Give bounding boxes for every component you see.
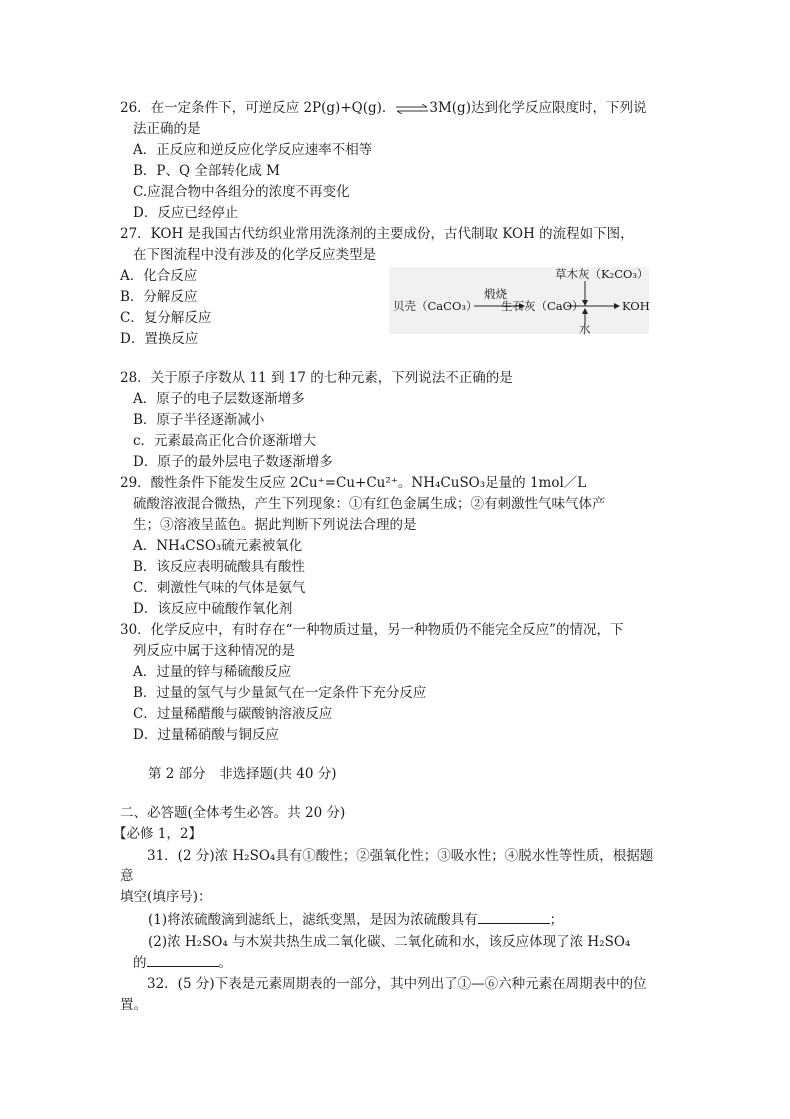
q26-option-d: D．反应已经停止 bbox=[133, 205, 239, 221]
koh-flow-diagram bbox=[389, 267, 649, 334]
q29-option-b: B．该反应表明硫酸具有酸性 bbox=[133, 559, 305, 575]
q29-option-c: C．刺激性气味的气体是氨气 bbox=[133, 580, 306, 596]
q31-item1-text: (1)将浓硫酸滴到滤纸上，滤纸变黑，是因为浓硫酸具有 bbox=[148, 912, 478, 928]
q29-option-d: D．该反应中硫酸作氧化剂 bbox=[133, 601, 293, 617]
module-label: 【必修 1，2】 bbox=[113, 826, 202, 842]
q27-stem-a: 27．KOH 是我国古代纺织业常用洗涤剂的主要成份，古代制取 KOH 的流程如下图， bbox=[120, 226, 634, 242]
q27-option-a: A．化合反应 bbox=[120, 268, 198, 284]
q30-option-d: D．过量稀硝酸与铜反应 bbox=[133, 727, 279, 743]
q27-option-b: B．分解反应 bbox=[120, 289, 198, 305]
answer-blank-1[interactable] bbox=[478, 911, 550, 924]
q32-stem-a: 32．(5 分)下表是元素周期表的一部分，其中列出了①—⑥六种元素在周期表中的位 bbox=[147, 976, 647, 992]
q26-option-a: A．正反应和逆反应化学反应速率不相等 bbox=[133, 142, 373, 158]
q27-stem-b: 在下图流程中没有涉及的化学反应类型是 bbox=[133, 247, 376, 263]
water-label: 水 bbox=[579, 322, 591, 336]
q28-option-b: B．原子半径逐渐减小 bbox=[133, 412, 265, 428]
plant-ash-label: 草木灰（K₂CO₃） bbox=[555, 267, 649, 281]
q27-option-d: D．置换反应 bbox=[120, 331, 199, 347]
section-heading: 二、必答题(全体考生必答。共 20 分) bbox=[120, 805, 346, 821]
q26-option-c: C.应混合物中各组分的浓度不再变化 bbox=[133, 184, 350, 200]
quicklime-label: 生石灰（CaO） bbox=[501, 299, 584, 313]
q27-option-c: C．复分解反应 bbox=[120, 310, 212, 326]
q31-item2-text: 的 bbox=[133, 955, 147, 971]
shell-label: 贝壳（CaCO₃） bbox=[393, 299, 478, 313]
q29-option-a: A．NH₄CSO₃硫元素被氧化 bbox=[133, 538, 303, 554]
q31-stem-a: 31．(2 分)浓 H₂SO₄具有①酸性；②强氧化性；③吸水性；④脱水性等性质，根据题 bbox=[147, 848, 654, 864]
q29-stem-c: 生；③溶液呈蓝色。据此判断下列说法合理的是 bbox=[133, 517, 417, 533]
q32-stem-b: 置。 bbox=[120, 997, 147, 1013]
q26-stem-line1 bbox=[120, 98, 646, 118]
q31-item2-end: 。 bbox=[218, 955, 232, 971]
q31-item2-b bbox=[133, 953, 232, 973]
part2-heading: 第 2 部分 非选择题(共 40 分) bbox=[148, 766, 337, 782]
q31-item2-a: (2)浓 H₂SO₄ 与木炭共热生成二氧化碳、二氧化硫和水，该反应体现了浓 H₂SO₄ bbox=[148, 934, 631, 950]
q30-option-a: A．过量的锌与稀硫酸反应 bbox=[133, 664, 292, 680]
equilibrium-arrow-icon bbox=[395, 104, 429, 114]
q31-stem-b: 意 bbox=[120, 868, 134, 884]
q28-stem: 28．关于原子序数从 11 到 17 的七种元素，下列说法不正确的是 bbox=[120, 370, 513, 386]
calcine-label: 煅烧 bbox=[484, 287, 507, 301]
q28-option-c: c．元素最高正化合价逐渐增大 bbox=[133, 433, 317, 449]
q30-stem-b: 列反应中属于这种情况的是 bbox=[133, 643, 295, 659]
q30-option-b: B．过量的氢气与少量氮气在一定条件下充分反应 bbox=[133, 685, 427, 701]
q28-option-a: A．原子的电子层数逐渐增多 bbox=[133, 391, 305, 407]
q26-stem-b: 3M(g)达到化学反应限度时，下列说 bbox=[429, 100, 647, 116]
koh-label: KOH bbox=[622, 299, 650, 313]
q30-option-c: C．过量稀醋酸与碳酸钠溶液反应 bbox=[133, 706, 333, 722]
q26-stem-c: 法正确的是 bbox=[133, 121, 201, 137]
answer-blank-2[interactable] bbox=[147, 954, 219, 967]
q26-stem-a: 26．在一定条件下，可逆反应 2P(g)+Q(g)． bbox=[120, 100, 396, 116]
q28-option-d: D．原子的最外层电子数逐渐增多 bbox=[133, 454, 333, 470]
q29-stem-a: 29．酸性条件下能发生反应 2Cu⁺=Cu+Cu²⁺。NH₄CuSO₃足量的 1mol／L bbox=[120, 475, 587, 491]
q26-option-b: B．P、Q 全部转化成 M bbox=[133, 163, 280, 179]
q31-item1-end: ； bbox=[549, 912, 564, 928]
q31-stem-c: 填空(填序号)： bbox=[120, 889, 212, 905]
q30-stem-a: 30．化学反应中，有时存在“一种物质过量，另一种物质仍不能完全反应”的情况，下 bbox=[120, 622, 624, 638]
q31-item1 bbox=[148, 910, 563, 930]
q29-stem-b: 硫酸溶液混合微热，产生下列现象：①有红色金属生成；②有刺激性气味气体产 bbox=[133, 496, 606, 512]
